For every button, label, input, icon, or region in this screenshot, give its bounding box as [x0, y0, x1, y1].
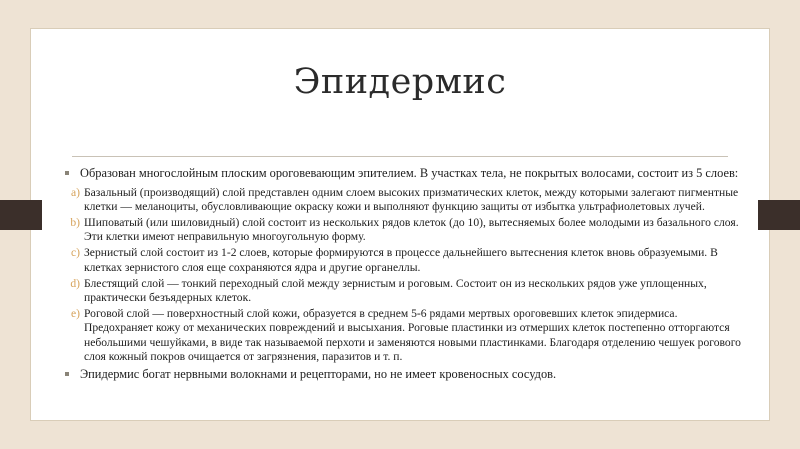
page-title: Эпидермис: [293, 62, 507, 102]
intro-text: Образован многослойным плоским ороговевающим эпителием. В участках тела, не покрытых волосами, состоит из 5 слоев:: [80, 166, 739, 180]
title-divider: [72, 156, 728, 157]
slide-body: [62, 166, 744, 382]
list-item-text: Роговой слой — поверхностный слой кожи, образуется в среднем 5-6 рядами мертвых ороговевших клеток эпидермиса. Предохраняет кожу от механических повреждений и высыхания. Роговые пластинки из отмерших клеток постепенно отторгаются небольшими чешуйками, в виде так называемой перхоти и заменяются новыми пластинками. Благодаря отделению чешуек рогового слоя кожный покров очищается от загрязнения, паразитов и т. п.: [84, 307, 741, 363]
layers-list: [62, 186, 744, 364]
slide-top-edge: [0, 0, 800, 28]
list-item-text: Блестящий слой — тонкий переходный слой между зернистым и роговым. Состоит он из нескольких рядов уже уплощенных, практически безъядерных клеток.: [84, 276, 707, 304]
list-marker: c): [70, 246, 80, 260]
list-marker: a): [70, 185, 80, 199]
list-item: [62, 307, 744, 364]
list-marker: e): [70, 307, 80, 321]
list-item: [62, 246, 744, 274]
slide-bottom-edge: [0, 421, 800, 449]
decorative-band-right: [758, 200, 800, 230]
outro-text: Эпидермис богат нервными волокнами и рецепторами, но не имеет кровеносных сосудов.: [80, 366, 557, 381]
list-item-text: Базальный (производящий) слой представлен одним слоем высоких призматических клеток, между которыми залегают пигментные клетки — меланоциты, обусловливающие окраску кожи и выполняют функцию защиты от избытка ультрафиолетовых лучей.: [84, 185, 739, 213]
decorative-band-left: [0, 200, 42, 230]
intro-bullet: [62, 166, 744, 182]
outro-bullet: [62, 367, 744, 383]
list-item: [62, 186, 744, 214]
list-item-text: Зернистый слой состоит из 1-2 слоев, которые формируются в процессе дальнейшего вытеснения клеток вновь образуемыми. В клетках зернистого слоя еще сохраняются ядра и другие органеллы.: [84, 246, 718, 274]
square-bullet-icon: [65, 171, 69, 175]
list-item-text: Шиповатый (или шиловидный) слой состоит из нескольких рядов клеток (до 10), вытесняемых более молодыми из базального слоя. Эти клетки имеют неправильную многоугольную форму.: [84, 215, 739, 244]
square-bullet-icon: [65, 372, 69, 376]
list-item: [62, 216, 744, 244]
list-item: [62, 277, 744, 305]
list-marker: b): [70, 215, 80, 229]
list-marker: d): [70, 276, 80, 290]
